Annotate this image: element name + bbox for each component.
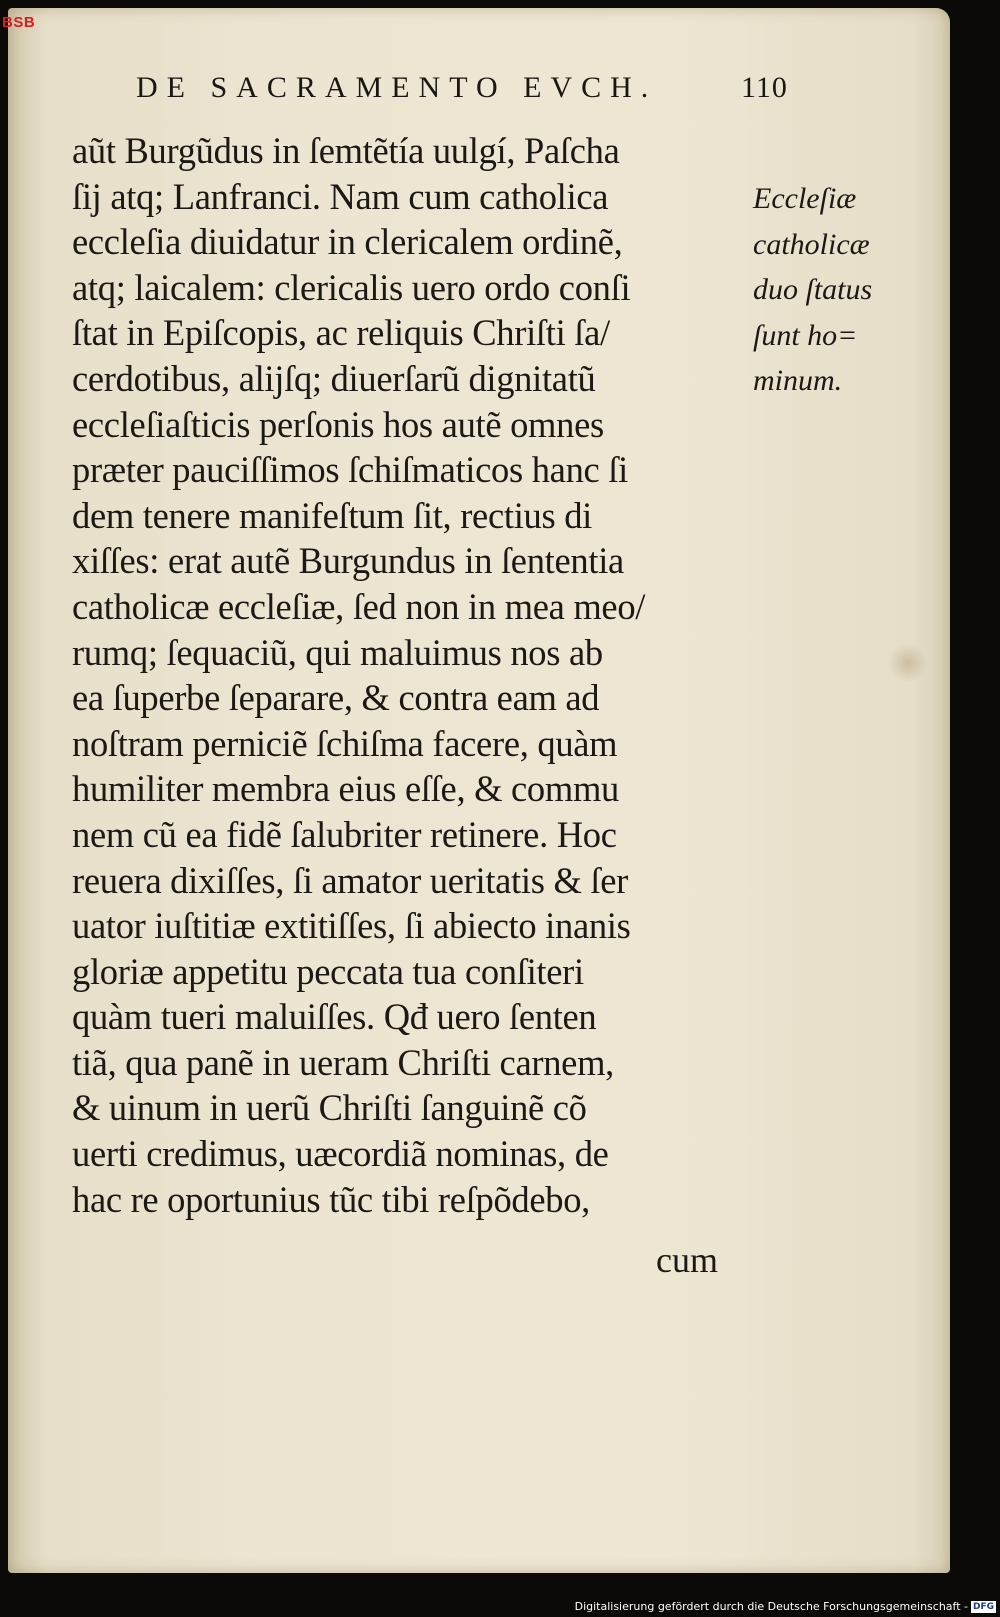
text-line: eccleſiaſticis perſonis hos autẽ omnes [72,403,604,445]
text-line: eccleſia diuidatur in clericalem ordinẽ, [72,221,623,263]
marginal-note-line: minum. [753,364,843,398]
bsb-watermark: BSB [2,14,36,31]
text-line: ea ſuperbe ſeparare, & contra eam ad [72,677,600,719]
text-line: & uinum in uerũ Chriſti ſanguinẽ cõ [72,1087,587,1129]
running-head: DE SACRAMENTO EVCH. [136,71,658,104]
text-line: reuera dixiſſes, ſi amator ueritatis & ſer [72,859,628,901]
marginal-note-line: Eccleſiæ [753,182,857,215]
digitization-credit [575,1600,996,1613]
text-line: xiſſes: erat autẽ Burgundus in ſententia [72,540,624,582]
text-line: tiã, qua panẽ in ueram Chriſti carnem, [72,1041,614,1083]
text-line: hac re oportunius tũc tibi reſpõdebo, [72,1178,591,1220]
text-line: rumq; ſequaciũ, qui maluimus nos ab [72,631,603,673]
marginal-note-line: duo ſtatus [753,273,873,307]
text-line: noſtram perniciẽ ſchiſma facere, quàm [72,722,618,764]
credit-text: Digitalisierung gefördert durch die Deutsche Forschungsgemeinschaft - [574,1600,968,1613]
text-line: uator iuſtitiæ extitiſſes, ſi abiecto inanis [72,905,631,947]
text-line: catholicæ eccleſiæ, ſed non in mea meo/ [72,585,646,627]
text-line: præter pauciſſimos ſchiſmaticos hanc ſi [72,449,628,491]
marginal-note [753,176,903,404]
text-line: nem cũ ea fidẽ ſalubriter retinere. Hoc [72,813,617,855]
text-line: ſtat in Epiſcopis, ac reliquis Chriſti ſa/ [72,312,610,354]
text-line: ſij atq; Lanfranci. Nam cum catholica [72,175,609,217]
catchword: cum [656,1240,718,1280]
text-line: humiliter membra eius eſſe, & commu [72,768,619,810]
text-line: uerti credimus, uæcordiã nominas, de [72,1133,609,1175]
marginal-note-line: ſunt ho= [753,318,858,352]
text-line: quàm tueri maluiſſes. Qđ uero ſenten [72,996,597,1038]
text-line: dem tenere manifeſtum ſit, rectius di [72,494,593,536]
text-line: atq; laicalem: clericalis uero ordo conſi [72,266,631,308]
text-line: cerdotibus, alijſq; diuerſarũ dignitatũ [72,357,596,399]
paper-stain [888,643,928,683]
text-line: gloriæ appetitu peccata tua conſiteri [72,950,584,992]
text-line: aũt Burgũdus in ſemtẽtía uulgí, Paſcha [72,130,620,171]
dfg-logo: DFG [972,1601,994,1612]
marginal-note-line: catholicæ [753,227,870,261]
folio-number: 110 [741,71,788,104]
body-text [72,128,742,1222]
book-page [8,8,950,1573]
